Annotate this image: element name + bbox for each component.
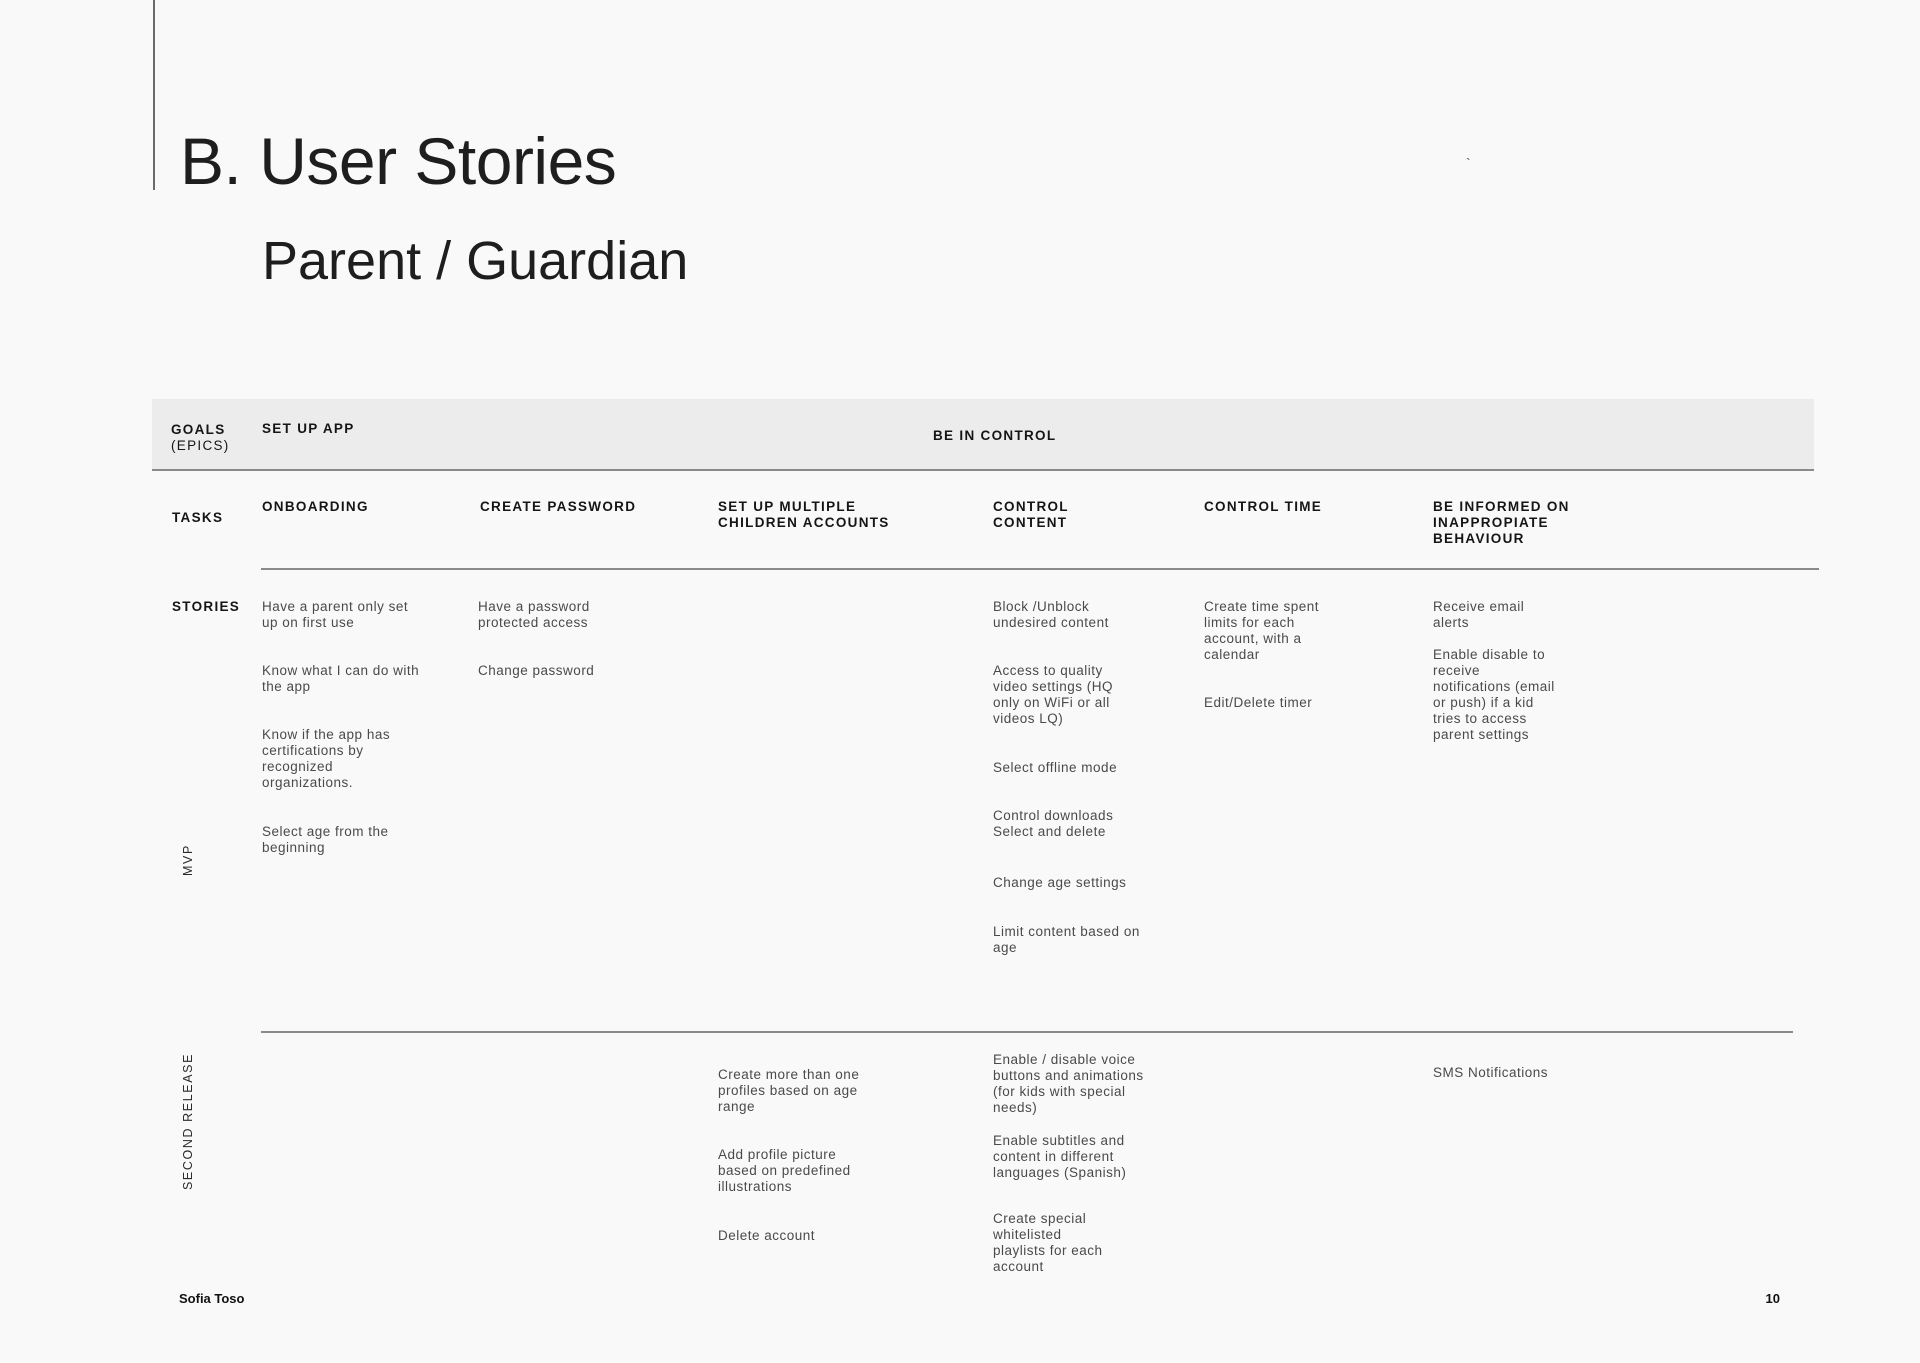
story-item: Know if the app has certifications by recognized organizations. [262, 727, 391, 790]
story-item: Enable / disable voice buttons and animations (for kids with special needs) [993, 1052, 1144, 1115]
story-item: Block /Unblock undesired content [993, 599, 1109, 630]
row-label-goals [171, 422, 230, 454]
story-item: Delete account [718, 1228, 816, 1243]
story-item: Access to quality video settings (HQ only on WiFi or all videos LQ) [993, 663, 1114, 726]
story-item: Have a password protected access [478, 599, 590, 630]
story-item: Receive email alerts [1433, 599, 1525, 630]
task-be-informed: BE INFORMED ON INAPPROPIATE BEHAVIOUR [1433, 499, 1570, 546]
goals-label: GOALS [171, 422, 226, 437]
story-item: Enable subtitles and content in different languages (Spanish) [993, 1133, 1127, 1180]
story-item: Limit content based on age [993, 924, 1140, 955]
margin-rule [153, 0, 155, 190]
story-item: Create time spent limits for each account, with a calendar [1204, 599, 1320, 662]
release-divider [261, 1031, 1793, 1033]
story-item: Create special whitelisted playlists for each account [993, 1211, 1103, 1274]
footer-author: Sofia Toso [179, 1291, 245, 1306]
goal-be-in-control: BE IN CONTROL [933, 428, 1057, 443]
page-title: B. User Stories [180, 124, 617, 198]
page-number: 10 [1765, 1291, 1780, 1306]
story-item: Select offline mode [993, 760, 1118, 775]
row-label-stories: STORIES [172, 599, 241, 614]
page-subtitle: Parent / Guardian [262, 231, 689, 291]
goal-set-up-app: SET UP APP [262, 421, 355, 436]
task-control-content: CONTROL CONTENT [993, 499, 1069, 530]
task-multiple-accounts: SET UP MULTIPLE CHILDREN ACCOUNTS [718, 499, 890, 530]
story-item: Change age settings [993, 875, 1127, 890]
task-create-password: CREATE PASSWORD [480, 499, 637, 514]
release-label-mvp: MVP [181, 844, 195, 876]
release-label-second: SECOND RELEASE [181, 1052, 195, 1190]
story-item: Know what I can do with the app [262, 663, 420, 694]
task-control-time: CONTROL TIME [1204, 499, 1323, 514]
story-item: Have a parent only set up on first use [262, 599, 409, 630]
story-item: Enable disable to receive notifications (email or push) if a kid tries to access parent settings [1433, 647, 1555, 742]
tasks-divider [261, 568, 1819, 570]
epics-label: (EPICS) [171, 438, 230, 453]
stray-mark: ` [1466, 155, 1471, 171]
task-onboarding: ONBOARDING [262, 499, 369, 514]
story-item: Change password [478, 663, 595, 678]
story-item: Edit/Delete timer [1204, 695, 1313, 710]
row-label-tasks: TASKS [172, 510, 224, 525]
story-item: Control downloads Select and delete [993, 808, 1114, 839]
story-item: SMS Notifications [1433, 1065, 1549, 1080]
story-item: Add profile picture based on predefined illustrations [718, 1147, 851, 1194]
story-item: Create more than one profiles based on age range [718, 1067, 860, 1114]
story-item: Select age from the beginning [262, 824, 389, 855]
